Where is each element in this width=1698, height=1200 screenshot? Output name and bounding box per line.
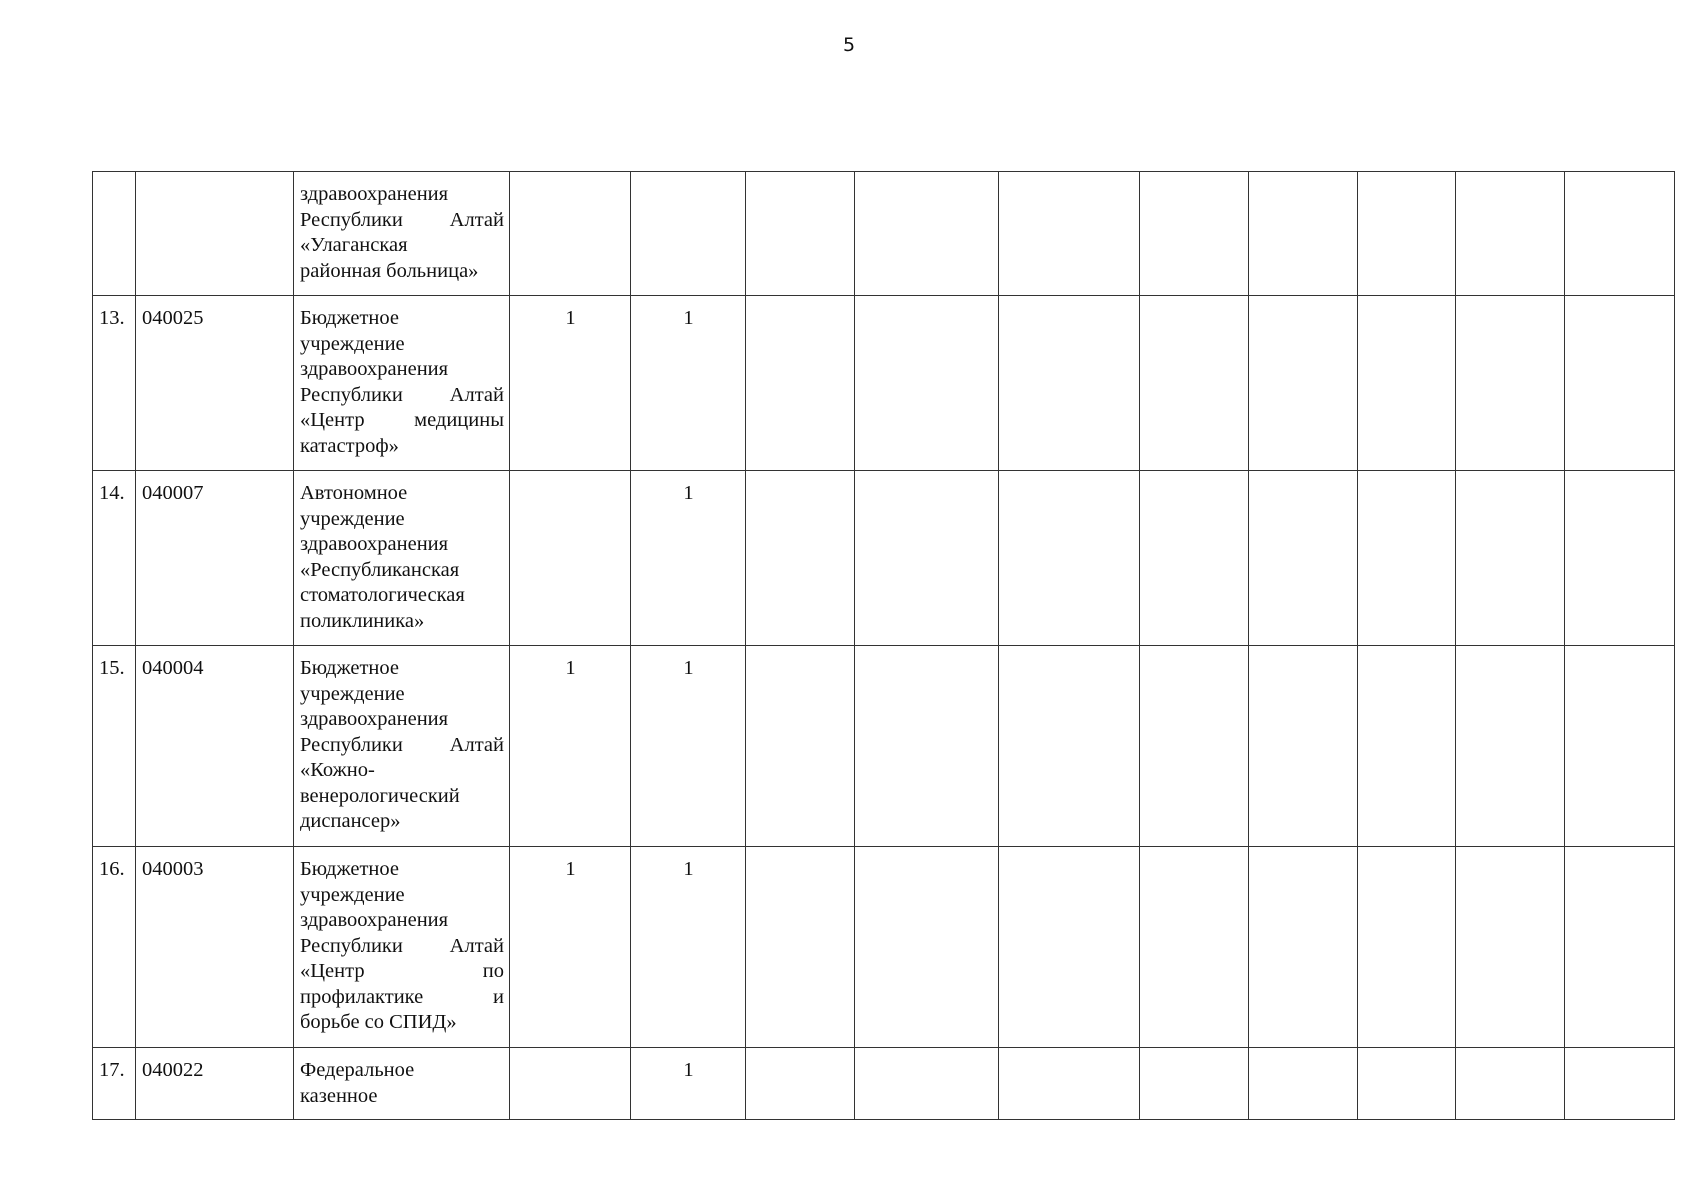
- organization-name-line: казенное: [300, 1084, 378, 1107]
- empty-cell: [1358, 296, 1456, 471]
- organization-name-line: учреждение: [300, 682, 405, 705]
- empty-cell: [1140, 847, 1249, 1048]
- empty-cell: [1140, 296, 1249, 471]
- empty-cell: [1456, 646, 1565, 847]
- organization-name-line: Республики Алтай: [300, 383, 504, 406]
- code-cell: 040004: [136, 646, 294, 847]
- empty-cell: [1140, 471, 1249, 646]
- code-cell: 040007: [136, 471, 294, 646]
- empty-cell: [1456, 471, 1565, 646]
- value-cell-2: 1: [631, 296, 746, 471]
- table-row: [93, 471, 1675, 646]
- empty-cell: [1140, 172, 1249, 296]
- empty-cell: [855, 646, 999, 847]
- empty-cell: [746, 172, 855, 296]
- organization-name-line: Бюджетное: [300, 657, 399, 679]
- value-cell-1: 1: [510, 646, 631, 847]
- empty-cell: [999, 847, 1140, 1048]
- row-number-cell: 17.: [93, 1048, 136, 1120]
- empty-cell: [999, 296, 1140, 471]
- empty-cell: [746, 296, 855, 471]
- row-number-cell: 16.: [93, 847, 136, 1048]
- table-row: [93, 847, 1675, 1048]
- organization-name-line: «Улаганская: [300, 234, 408, 256]
- empty-cell: [855, 296, 999, 471]
- organization-name-line: диспансер»: [300, 810, 401, 832]
- empty-cell: [999, 172, 1140, 296]
- organization-name-line: Бюджетное: [300, 307, 399, 329]
- code-cell: [136, 172, 294, 296]
- empty-cell: [1565, 471, 1675, 646]
- organization-name-line: катастроф»: [300, 434, 399, 457]
- organization-name-line: Республики Алтай: [300, 208, 504, 231]
- empty-cell: [746, 847, 855, 1048]
- organization-name-line: Бюджетное: [300, 858, 399, 880]
- value-cell-2: 1: [631, 646, 746, 847]
- empty-cell: [999, 646, 1140, 847]
- organization-name-cell: [294, 646, 510, 847]
- organization-name-line: районная больница»: [300, 259, 479, 282]
- empty-cell: [1140, 646, 1249, 847]
- organization-name-line: борьбе со СПИД»: [300, 1011, 457, 1033]
- table-body: [93, 172, 1675, 1120]
- table-row: [93, 646, 1675, 847]
- empty-cell: [1565, 646, 1675, 847]
- empty-cell: [1249, 646, 1358, 847]
- document-table: [92, 171, 1675, 1120]
- code-cell: 040025: [136, 296, 294, 471]
- value-cell-1: 1: [510, 847, 631, 1048]
- organization-name-line: «Республиканская: [300, 558, 460, 581]
- organization-name-line: Республики Алтай: [300, 733, 504, 756]
- code-cell: 040022: [136, 1048, 294, 1120]
- empty-cell: [746, 471, 855, 646]
- organization-name-cell: [294, 172, 510, 296]
- empty-cell: [999, 1048, 1140, 1120]
- organization-name-line: здравоохранения: [300, 183, 449, 205]
- organization-name-line: «Центр по: [300, 960, 504, 982]
- empty-cell: [1565, 847, 1675, 1048]
- organization-name-line: венерологический: [300, 784, 460, 807]
- value-cell-1: [510, 471, 631, 646]
- empty-cell: [1358, 1048, 1456, 1120]
- organization-name-line: здравоохранения: [300, 909, 449, 931]
- value-cell-1: 1: [510, 296, 631, 471]
- value-cell-2: 1: [631, 471, 746, 646]
- empty-cell: [1140, 1048, 1249, 1120]
- organization-name-cell: [294, 1048, 510, 1120]
- table-row: [93, 1048, 1675, 1120]
- page-number: 5: [842, 34, 856, 56]
- organization-name-line: здравоохранения: [300, 708, 449, 730]
- code-cell: 040003: [136, 847, 294, 1048]
- organization-name-line: учреждение: [300, 883, 405, 906]
- empty-cell: [855, 172, 999, 296]
- organization-name-line: профилактике и: [300, 985, 504, 1008]
- table-row: [93, 172, 1675, 296]
- organization-name-line: «Кожно-: [300, 759, 375, 781]
- value-cell-2: 1: [631, 847, 746, 1048]
- organization-name-line: «Центр медицины: [300, 409, 504, 431]
- row-number-cell: 13.: [93, 296, 136, 471]
- organization-name-line: учреждение: [300, 332, 405, 355]
- empty-cell: [746, 1048, 855, 1120]
- empty-cell: [855, 847, 999, 1048]
- table-row: [93, 296, 1675, 471]
- organization-name-cell: [294, 296, 510, 471]
- empty-cell: [1249, 847, 1358, 1048]
- value-cell-1: [510, 172, 631, 296]
- row-number-cell: [93, 172, 136, 296]
- empty-cell: [1358, 471, 1456, 646]
- empty-cell: [1456, 847, 1565, 1048]
- row-number-cell: 14.: [93, 471, 136, 646]
- value-cell-2: [631, 172, 746, 296]
- organization-name-line: Автономное: [300, 482, 408, 504]
- empty-cell: [1565, 1048, 1675, 1120]
- empty-cell: [999, 471, 1140, 646]
- empty-cell: [1456, 1048, 1565, 1120]
- empty-cell: [1249, 471, 1358, 646]
- organization-name-line: Республики Алтай: [300, 934, 504, 957]
- organization-name-cell: [294, 471, 510, 646]
- empty-cell: [1358, 847, 1456, 1048]
- empty-cell: [1358, 172, 1456, 296]
- empty-cell: [1249, 172, 1358, 296]
- organization-name-line: поликлиника»: [300, 609, 425, 632]
- empty-cell: [1249, 1048, 1358, 1120]
- empty-cell: [1565, 172, 1675, 296]
- empty-cell: [1456, 172, 1565, 296]
- organization-name-line: Федеральное: [300, 1059, 415, 1081]
- row-number-cell: 15.: [93, 646, 136, 847]
- empty-cell: [746, 646, 855, 847]
- value-cell-2: 1: [631, 1048, 746, 1120]
- empty-cell: [1565, 296, 1675, 471]
- organization-name-line: учреждение: [300, 507, 405, 530]
- organization-name-line: стоматологическая: [300, 584, 465, 606]
- organization-name-line: здравоохранения: [300, 533, 449, 555]
- empty-cell: [855, 1048, 999, 1120]
- empty-cell: [855, 471, 999, 646]
- empty-cell: [1456, 296, 1565, 471]
- value-cell-1: [510, 1048, 631, 1120]
- empty-cell: [1358, 646, 1456, 847]
- organization-name-cell: [294, 847, 510, 1048]
- empty-cell: [1249, 296, 1358, 471]
- organization-name-line: здравоохранения: [300, 358, 449, 380]
